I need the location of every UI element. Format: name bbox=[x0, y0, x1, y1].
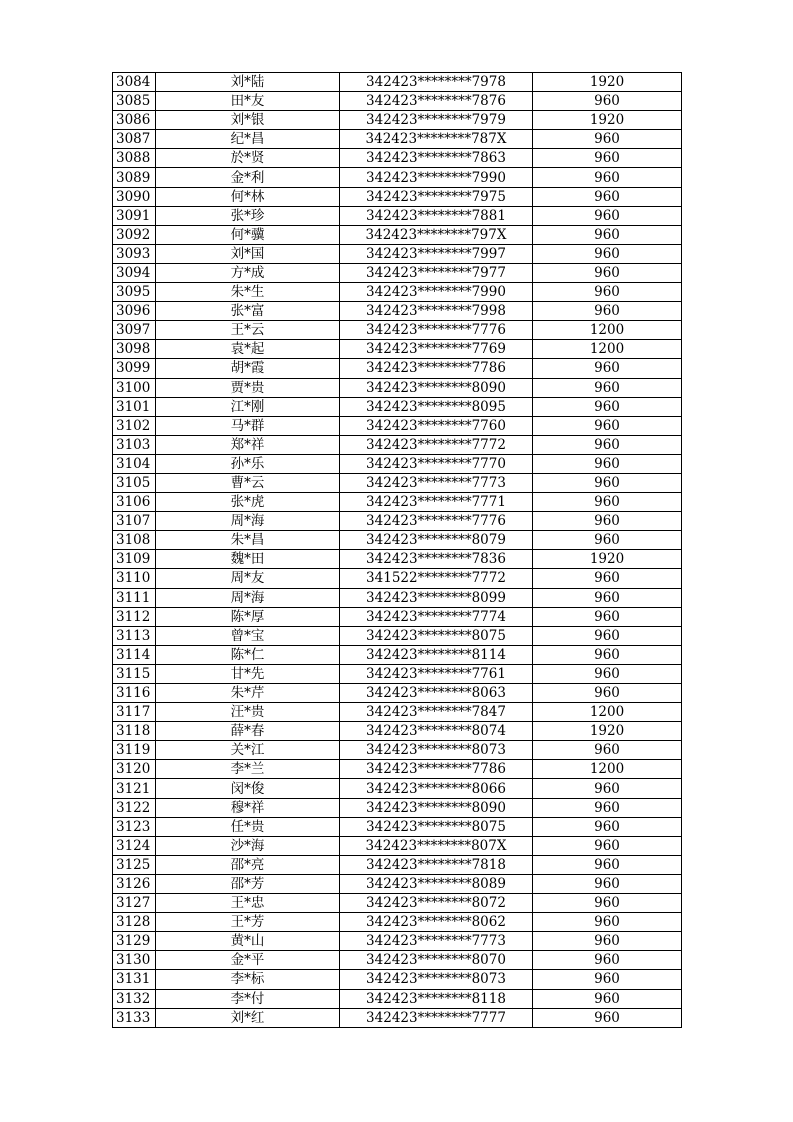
table-row bbox=[113, 741, 682, 760]
id-number: 342423********8089 bbox=[340, 874, 533, 893]
amount: 960 bbox=[533, 894, 682, 913]
amount: 1920 bbox=[533, 111, 682, 130]
table-row bbox=[113, 244, 682, 263]
table-row bbox=[113, 645, 682, 664]
amount: 960 bbox=[533, 664, 682, 683]
amount: 960 bbox=[533, 817, 682, 836]
person-name: 王*云 bbox=[156, 321, 340, 340]
amount: 960 bbox=[533, 970, 682, 989]
row-number: 3113 bbox=[113, 626, 156, 645]
row-number: 3092 bbox=[113, 225, 156, 244]
amount: 960 bbox=[533, 913, 682, 932]
table-row bbox=[113, 302, 682, 321]
row-number: 3120 bbox=[113, 760, 156, 779]
amount: 960 bbox=[533, 874, 682, 893]
person-name: 方*成 bbox=[156, 263, 340, 282]
person-name: 邵*芳 bbox=[156, 874, 340, 893]
id-number: 342423********8074 bbox=[340, 722, 533, 741]
amount: 960 bbox=[533, 836, 682, 855]
id-number: 342423********7773 bbox=[340, 473, 533, 492]
person-name: 贾*贵 bbox=[156, 378, 340, 397]
amount: 960 bbox=[533, 263, 682, 282]
amount: 960 bbox=[533, 397, 682, 416]
id-number: 342423********8114 bbox=[340, 645, 533, 664]
id-number: 342423********8073 bbox=[340, 741, 533, 760]
table-row bbox=[113, 817, 682, 836]
id-number: 342423********7836 bbox=[340, 550, 533, 569]
amount: 1200 bbox=[533, 340, 682, 359]
table-row bbox=[113, 836, 682, 855]
person-name: 李*兰 bbox=[156, 760, 340, 779]
amount: 960 bbox=[533, 531, 682, 550]
row-number: 3129 bbox=[113, 932, 156, 951]
amount: 1200 bbox=[533, 760, 682, 779]
row-number: 3130 bbox=[113, 951, 156, 970]
id-number: 342423********8063 bbox=[340, 684, 533, 703]
row-number: 3128 bbox=[113, 913, 156, 932]
amount: 960 bbox=[533, 779, 682, 798]
amount: 1920 bbox=[533, 722, 682, 741]
row-number: 3105 bbox=[113, 473, 156, 492]
row-number: 3125 bbox=[113, 855, 156, 874]
id-number: 342423********7975 bbox=[340, 187, 533, 206]
row-number: 3112 bbox=[113, 607, 156, 626]
table-row bbox=[113, 92, 682, 111]
row-number: 3091 bbox=[113, 206, 156, 225]
table-row bbox=[113, 722, 682, 741]
data-table bbox=[112, 72, 682, 1028]
row-number: 3102 bbox=[113, 416, 156, 435]
person-name: 於*贤 bbox=[156, 149, 340, 168]
table-row bbox=[113, 779, 682, 798]
row-number: 3127 bbox=[113, 894, 156, 913]
person-name: 刘*陆 bbox=[156, 73, 340, 92]
table-row bbox=[113, 989, 682, 1008]
row-number: 3093 bbox=[113, 244, 156, 263]
id-number: 342423********7772 bbox=[340, 435, 533, 454]
table-row bbox=[113, 1008, 682, 1027]
table-row bbox=[113, 206, 682, 225]
row-number: 3117 bbox=[113, 703, 156, 722]
amount: 960 bbox=[533, 435, 682, 454]
person-name: 汪*贵 bbox=[156, 703, 340, 722]
row-number: 3098 bbox=[113, 340, 156, 359]
table-row bbox=[113, 473, 682, 492]
person-name: 袁*起 bbox=[156, 340, 340, 359]
person-name: 邵*亮 bbox=[156, 855, 340, 874]
id-number: 342423********7769 bbox=[340, 340, 533, 359]
id-number: 342423********7773 bbox=[340, 932, 533, 951]
table-row bbox=[113, 187, 682, 206]
person-name: 曹*云 bbox=[156, 473, 340, 492]
person-name: 田*友 bbox=[156, 92, 340, 111]
id-number: 342423********787X bbox=[340, 130, 533, 149]
id-number: 342423********7990 bbox=[340, 168, 533, 187]
row-number: 3126 bbox=[113, 874, 156, 893]
row-number: 3099 bbox=[113, 359, 156, 378]
table-row bbox=[113, 664, 682, 683]
person-name: 朱*生 bbox=[156, 283, 340, 302]
person-name: 闵*俊 bbox=[156, 779, 340, 798]
id-number: 341522********7772 bbox=[340, 569, 533, 588]
person-name: 金*利 bbox=[156, 168, 340, 187]
amount: 1920 bbox=[533, 550, 682, 569]
row-number: 3115 bbox=[113, 664, 156, 683]
person-name: 江*刚 bbox=[156, 397, 340, 416]
table-row bbox=[113, 626, 682, 645]
table-row bbox=[113, 149, 682, 168]
row-number: 3096 bbox=[113, 302, 156, 321]
row-number: 3122 bbox=[113, 798, 156, 817]
person-name: 陈*仁 bbox=[156, 645, 340, 664]
person-name: 陈*厚 bbox=[156, 607, 340, 626]
amount: 960 bbox=[533, 493, 682, 512]
person-name: 朱*芹 bbox=[156, 684, 340, 703]
id-number: 342423********8070 bbox=[340, 951, 533, 970]
id-number: 342423********7863 bbox=[340, 149, 533, 168]
person-name: 张*虎 bbox=[156, 493, 340, 512]
table-row bbox=[113, 588, 682, 607]
id-number: 342423********7760 bbox=[340, 416, 533, 435]
person-name: 周*海 bbox=[156, 512, 340, 531]
id-number: 342423********8075 bbox=[340, 817, 533, 836]
amount: 960 bbox=[533, 951, 682, 970]
amount: 960 bbox=[533, 588, 682, 607]
amount: 960 bbox=[533, 932, 682, 951]
row-number: 3118 bbox=[113, 722, 156, 741]
row-number: 3110 bbox=[113, 569, 156, 588]
id-number: 342423********7774 bbox=[340, 607, 533, 626]
amount: 960 bbox=[533, 569, 682, 588]
id-number: 342423********807X bbox=[340, 836, 533, 855]
table-row bbox=[113, 225, 682, 244]
row-number: 3106 bbox=[113, 493, 156, 512]
id-number: 342423********7786 bbox=[340, 760, 533, 779]
id-number: 342423********7847 bbox=[340, 703, 533, 722]
row-number: 3094 bbox=[113, 263, 156, 282]
row-number: 3097 bbox=[113, 321, 156, 340]
amount: 960 bbox=[533, 225, 682, 244]
person-name: 金*平 bbox=[156, 951, 340, 970]
amount: 960 bbox=[533, 798, 682, 817]
amount: 960 bbox=[533, 359, 682, 378]
table-row bbox=[113, 168, 682, 187]
row-number: 3131 bbox=[113, 970, 156, 989]
table-row bbox=[113, 760, 682, 779]
id-number: 342423********8090 bbox=[340, 378, 533, 397]
id-number: 342423********7990 bbox=[340, 283, 533, 302]
person-name: 黄*山 bbox=[156, 932, 340, 951]
row-number: 3123 bbox=[113, 817, 156, 836]
id-number: 342423********7977 bbox=[340, 263, 533, 282]
table-row bbox=[113, 512, 682, 531]
id-number: 342423********7876 bbox=[340, 92, 533, 111]
table-row bbox=[113, 263, 682, 282]
amount: 1920 bbox=[533, 73, 682, 92]
id-number: 342423********7776 bbox=[340, 321, 533, 340]
table-row bbox=[113, 73, 682, 92]
amount: 960 bbox=[533, 473, 682, 492]
table-row bbox=[113, 321, 682, 340]
table-row bbox=[113, 454, 682, 473]
amount: 960 bbox=[533, 645, 682, 664]
person-name: 任*贵 bbox=[156, 817, 340, 836]
amount: 960 bbox=[533, 244, 682, 263]
amount: 960 bbox=[533, 187, 682, 206]
table-row bbox=[113, 493, 682, 512]
row-number: 3132 bbox=[113, 989, 156, 1008]
person-name: 张*富 bbox=[156, 302, 340, 321]
row-number: 3103 bbox=[113, 435, 156, 454]
amount: 960 bbox=[533, 454, 682, 473]
person-name: 马*群 bbox=[156, 416, 340, 435]
person-name: 刘*银 bbox=[156, 111, 340, 130]
table-row bbox=[113, 531, 682, 550]
row-number: 3101 bbox=[113, 397, 156, 416]
person-name: 薛*春 bbox=[156, 722, 340, 741]
amount: 960 bbox=[533, 378, 682, 397]
table-row bbox=[113, 130, 682, 149]
id-number: 342423********7771 bbox=[340, 493, 533, 512]
row-number: 3121 bbox=[113, 779, 156, 798]
table-row bbox=[113, 550, 682, 569]
id-number: 342423********8079 bbox=[340, 531, 533, 550]
row-number: 3124 bbox=[113, 836, 156, 855]
person-name: 关*江 bbox=[156, 741, 340, 760]
person-name: 王*忠 bbox=[156, 894, 340, 913]
amount: 1200 bbox=[533, 321, 682, 340]
table-row bbox=[113, 703, 682, 722]
id-number: 342423********8099 bbox=[340, 588, 533, 607]
amount: 960 bbox=[533, 130, 682, 149]
id-number: 342423********7818 bbox=[340, 855, 533, 874]
id-number: 342423********7770 bbox=[340, 454, 533, 473]
row-number: 3133 bbox=[113, 1008, 156, 1027]
table-row bbox=[113, 569, 682, 588]
id-number: 342423********8072 bbox=[340, 894, 533, 913]
person-name: 何*骥 bbox=[156, 225, 340, 244]
id-number: 342423********7978 bbox=[340, 73, 533, 92]
amount: 960 bbox=[533, 607, 682, 626]
amount: 960 bbox=[533, 206, 682, 225]
table-row bbox=[113, 970, 682, 989]
table-row bbox=[113, 397, 682, 416]
amount: 960 bbox=[533, 168, 682, 187]
person-name: 穆*祥 bbox=[156, 798, 340, 817]
id-number: 342423********8073 bbox=[340, 970, 533, 989]
amount: 960 bbox=[533, 741, 682, 760]
id-number: 342423********8075 bbox=[340, 626, 533, 645]
person-name: 沙*海 bbox=[156, 836, 340, 855]
id-number: 342423********7761 bbox=[340, 664, 533, 683]
row-number: 3104 bbox=[113, 454, 156, 473]
row-number: 3088 bbox=[113, 149, 156, 168]
table-row bbox=[113, 932, 682, 951]
id-number: 342423********8090 bbox=[340, 798, 533, 817]
table-row bbox=[113, 894, 682, 913]
person-name: 周*友 bbox=[156, 569, 340, 588]
row-number: 3085 bbox=[113, 92, 156, 111]
row-number: 3111 bbox=[113, 588, 156, 607]
row-number: 3116 bbox=[113, 684, 156, 703]
id-number: 342423********7881 bbox=[340, 206, 533, 225]
amount: 960 bbox=[533, 684, 682, 703]
amount: 960 bbox=[533, 92, 682, 111]
row-number: 3086 bbox=[113, 111, 156, 130]
id-number: 342423********8118 bbox=[340, 989, 533, 1008]
row-number: 3095 bbox=[113, 283, 156, 302]
table-body bbox=[113, 73, 682, 1028]
person-name: 郑*祥 bbox=[156, 435, 340, 454]
person-name: 李*付 bbox=[156, 989, 340, 1008]
amount: 960 bbox=[533, 989, 682, 1008]
id-number: 342423********8062 bbox=[340, 913, 533, 932]
table-row bbox=[113, 951, 682, 970]
row-number: 3108 bbox=[113, 531, 156, 550]
person-name: 何*林 bbox=[156, 187, 340, 206]
person-name: 李*标 bbox=[156, 970, 340, 989]
amount: 960 bbox=[533, 626, 682, 645]
row-number: 3100 bbox=[113, 378, 156, 397]
table-row bbox=[113, 435, 682, 454]
table-row bbox=[113, 111, 682, 130]
person-name: 魏*田 bbox=[156, 550, 340, 569]
table-row bbox=[113, 416, 682, 435]
table-row bbox=[113, 913, 682, 932]
row-number: 3087 bbox=[113, 130, 156, 149]
person-name: 周*海 bbox=[156, 588, 340, 607]
row-number: 3089 bbox=[113, 168, 156, 187]
row-number: 3084 bbox=[113, 73, 156, 92]
id-number: 342423********7979 bbox=[340, 111, 533, 130]
amount: 960 bbox=[533, 149, 682, 168]
id-number: 342423********7786 bbox=[340, 359, 533, 378]
table-row bbox=[113, 378, 682, 397]
amount: 960 bbox=[533, 512, 682, 531]
id-number: 342423********7998 bbox=[340, 302, 533, 321]
id-number: 342423********7777 bbox=[340, 1008, 533, 1027]
person-name: 曾*宝 bbox=[156, 626, 340, 645]
table-row bbox=[113, 359, 682, 378]
id-number: 342423********797X bbox=[340, 225, 533, 244]
amount: 960 bbox=[533, 283, 682, 302]
person-name: 王*芳 bbox=[156, 913, 340, 932]
row-number: 3119 bbox=[113, 741, 156, 760]
id-number: 342423********8066 bbox=[340, 779, 533, 798]
row-number: 3107 bbox=[113, 512, 156, 531]
id-number: 342423********7997 bbox=[340, 244, 533, 263]
table-row bbox=[113, 874, 682, 893]
amount: 960 bbox=[533, 416, 682, 435]
table-row bbox=[113, 684, 682, 703]
id-number: 342423********7776 bbox=[340, 512, 533, 531]
table-row bbox=[113, 855, 682, 874]
person-name: 纪*昌 bbox=[156, 130, 340, 149]
table-row bbox=[113, 283, 682, 302]
amount: 1200 bbox=[533, 703, 682, 722]
amount: 960 bbox=[533, 855, 682, 874]
table-row bbox=[113, 607, 682, 626]
person-name: 朱*昌 bbox=[156, 531, 340, 550]
person-name: 刘*红 bbox=[156, 1008, 340, 1027]
person-name: 刘*国 bbox=[156, 244, 340, 263]
person-name: 胡*霞 bbox=[156, 359, 340, 378]
table-row bbox=[113, 340, 682, 359]
id-number: 342423********8095 bbox=[340, 397, 533, 416]
amount: 960 bbox=[533, 302, 682, 321]
table-row bbox=[113, 798, 682, 817]
person-name: 孙*乐 bbox=[156, 454, 340, 473]
person-name: 甘*先 bbox=[156, 664, 340, 683]
row-number: 3090 bbox=[113, 187, 156, 206]
row-number: 3109 bbox=[113, 550, 156, 569]
row-number: 3114 bbox=[113, 645, 156, 664]
person-name: 张*珍 bbox=[156, 206, 340, 225]
amount: 960 bbox=[533, 1008, 682, 1027]
